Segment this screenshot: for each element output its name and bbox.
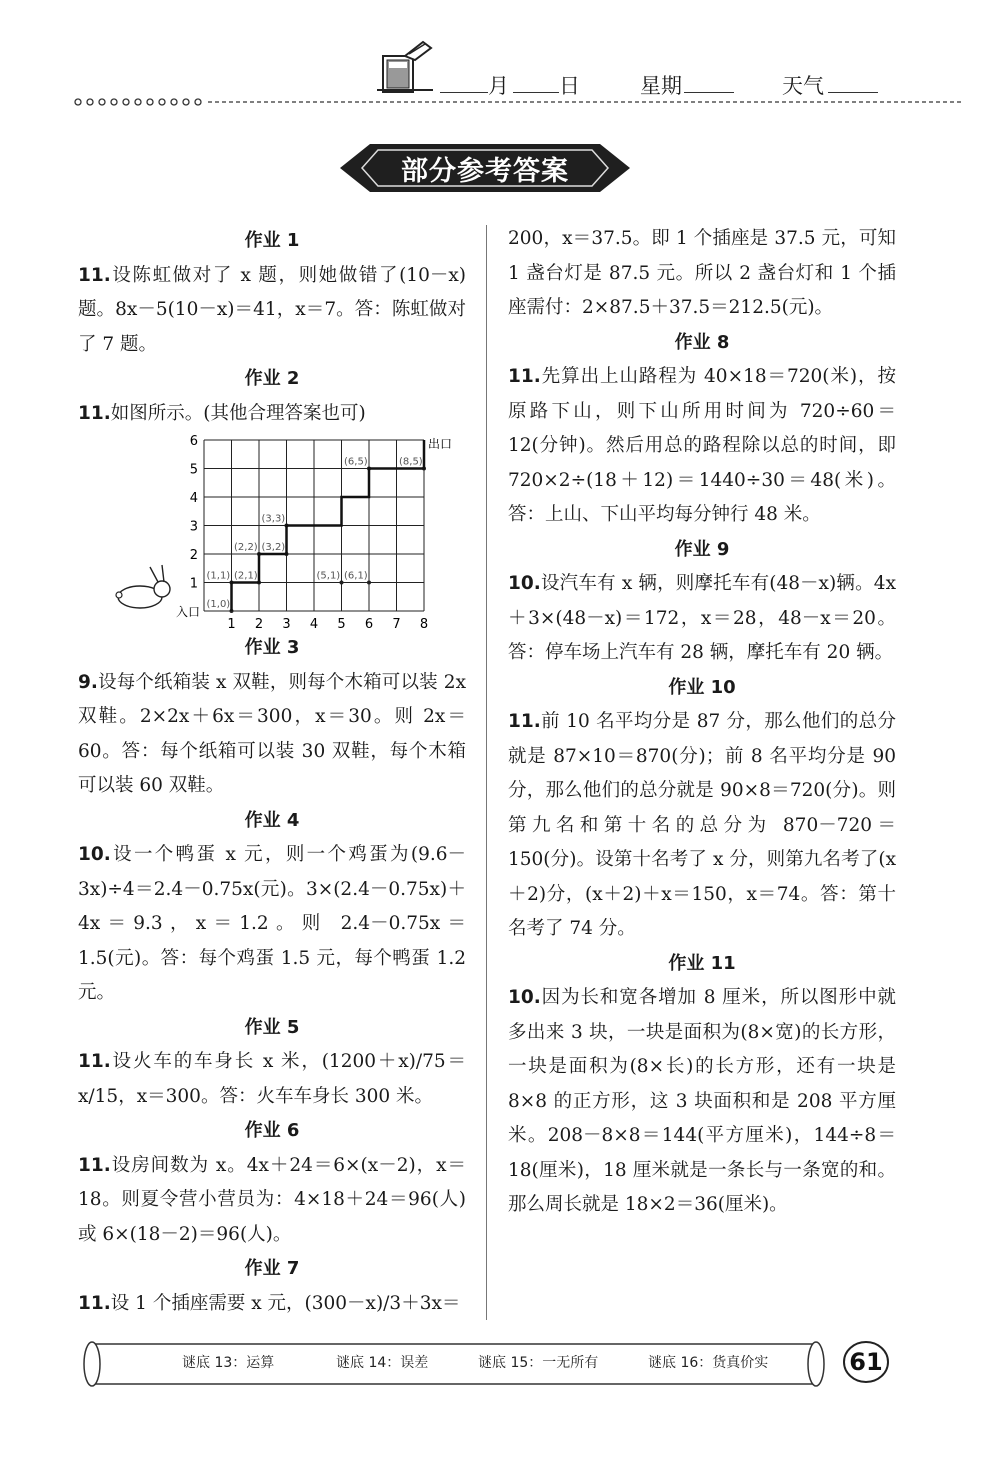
section-title: 作业 8 bbox=[674, 331, 730, 353]
x-tick-label: 6 bbox=[364, 617, 374, 631]
x-tick-label: 7 bbox=[392, 617, 401, 631]
point-label: (3,2) bbox=[261, 542, 286, 553]
answer-item: 9.设每个纸箱装 x 双鞋，则每个木箱可以装 2x 双鞋。2×2x＋6x＝300，x＝30。则 2x＝60。答：每个纸箱可以装 30 双鞋，每个木箱可以装 60 双鞋。 bbox=[78, 671, 466, 796]
left-column bbox=[78, 222, 466, 1321]
column-divider bbox=[486, 225, 487, 1320]
section-title: 作业 2 bbox=[244, 368, 300, 389]
homework-9 bbox=[508, 533, 896, 671]
section-title: 作业 9 bbox=[674, 538, 730, 560]
right-column bbox=[508, 222, 896, 1223]
homework-8 bbox=[508, 326, 896, 533]
homework-10 bbox=[508, 671, 896, 947]
answer-title-banner bbox=[340, 140, 630, 196]
answer-item: 11.先算出上山路程为 40×18＝720(米)，按原路下山，则下山所用时间为 720÷60＝12(分钟)。然后用总的路程除以总的时间，即 720×2÷(18＋12)＝1440÷30＝48(米)。答：上山、下山平均每分钟行 48 米。 bbox=[508, 366, 896, 525]
point-label: (2,1) bbox=[234, 570, 258, 582]
homework-2 bbox=[78, 362, 466, 631]
coordinate-grid-figure bbox=[78, 431, 466, 631]
riddle-answer: 谜底 14：误差 bbox=[336, 1355, 429, 1371]
section-title: 作业 3 bbox=[244, 637, 300, 658]
answer-item: 11.设火车的车身长 x 米，(1200＋x)/75＝x/15，x＝300。答：火车车身长 300 米。 bbox=[78, 1051, 466, 1107]
coordinate-grid bbox=[78, 431, 466, 631]
point-label: (1,1) bbox=[206, 570, 231, 582]
homework-6 bbox=[78, 1114, 466, 1252]
homework-7 bbox=[78, 1252, 466, 1321]
section-title: 作业 5 bbox=[244, 1016, 300, 1038]
answer-item: 10.因为长和宽各增加 8 厘米，所以图形中就多出来 3 块，一块是面积为(8×宽)的长方形，一块是面积为(8×长)的长方形，还有一块是 8×8 的正方形，这 3 块面积和是 208 平方厘米。208－8×8＝144(平方厘米)，144÷8＝18(厘米)，18 厘米就是一条长与一条宽的和。那么周长就是 18×2＝36(厘米)。 bbox=[508, 987, 896, 1215]
page-number: 61 bbox=[849, 1348, 883, 1376]
x-tick-label: 4 bbox=[309, 617, 319, 631]
homework-4 bbox=[78, 804, 466, 1011]
homework-3 bbox=[78, 631, 466, 804]
answer-item: 10.设一个鸭蛋 x 元，则一个鸡蛋为(9.6－3x)÷4＝2.4－0.75x(元)。3×(2.4－0.75x)＋4x＝9.3，x＝1.2。则 2.4－0.75x＝1.5(元)。答：每个鸡蛋 1.5 元，每个鸭蛋 1.2 元。 bbox=[78, 844, 466, 1003]
exit-label: 出口 bbox=[428, 437, 453, 451]
x-tick-label: 3 bbox=[282, 617, 291, 631]
section-title: 作业 10 bbox=[668, 676, 736, 698]
point-label: (3,3) bbox=[261, 513, 286, 525]
answer-item: 11.如图所示。(其他合理答案也可) bbox=[78, 402, 366, 424]
answer-item: 11.设陈虹做对了 x 题，则她做错了(10－x)题。8x－5(10－x)＝41，x＝7。答：陈虹做对了 7 题。 bbox=[78, 264, 466, 355]
section-title: 作业 6 bbox=[244, 1120, 300, 1141]
page-header bbox=[0, 0, 1000, 120]
y-tick-label: 6 bbox=[189, 434, 198, 449]
point-label: (5,1) bbox=[316, 570, 341, 582]
y-tick-label: 3 bbox=[189, 519, 198, 535]
homework-1 bbox=[78, 222, 466, 362]
rabbit-icon bbox=[116, 565, 170, 608]
point-label: (6,5) bbox=[344, 456, 368, 468]
answer-item: 11.前 10 名平均分是 87 分，那么他们的总分就是 87×10＝870(分)；前 8 名平均分是 90 分，那么他们的总分就是 90×8＝720(分)。则第九名和第十名的总分为 870－720＝150(分)。设第十名考了 x 分，则第九名考了(x＋2)分，(x＋2)＋x＝150，x＝74。答：第十名考了 74 分。 bbox=[508, 711, 896, 939]
y-tick-label: 1 bbox=[189, 576, 198, 592]
continued-answer: 200，x＝37.5。即 1 个插座是 37.5 元，可知 1 盏台灯是 87.5 元。所以 2 盏台灯和 1 个插座需付：2×87.5＋37.5＝212.5(元)。 bbox=[508, 228, 896, 318]
section-title: 作业 4 bbox=[244, 809, 300, 831]
dotted-rule bbox=[72, 96, 962, 108]
answer-item: 10.设汽车有 x 辆，则摩托车有(48－x)辆。4x＋3×(48－x)＝172，x＝28，48－x＝20。答：停车场上汽车有 28 辆，摩托车有 20 辆。 bbox=[508, 573, 896, 663]
riddle-answer: 谜底 13：运算 bbox=[182, 1355, 275, 1371]
point-label: (2,2) bbox=[234, 542, 258, 553]
x-tick-label: 5 bbox=[337, 617, 346, 631]
page-number-badge bbox=[842, 1340, 890, 1384]
weekday-label: 星期 bbox=[640, 74, 682, 98]
riddle-answer: 谜底 15：一无所有 bbox=[478, 1355, 599, 1371]
book-stack-icon bbox=[375, 38, 435, 96]
x-tick-label: 1 bbox=[227, 617, 236, 631]
homework-5 bbox=[78, 1011, 466, 1115]
weather-label: 天气 bbox=[782, 74, 824, 98]
y-tick-label: 2 bbox=[189, 548, 198, 563]
x-tick-label: 8 bbox=[419, 617, 429, 631]
section-title: 作业 11 bbox=[668, 952, 736, 974]
entrance-label: 入口 bbox=[175, 605, 200, 619]
page-title: 部分参考答案 bbox=[401, 155, 569, 187]
section-title: 作业 1 bbox=[244, 230, 300, 251]
answer-item: 11.设房间数为 x。4x＋24＝6×(x－2)，x＝18。则夏令营小营员为：4×18＋24＝96(人)或 6×(18－2)＝96(人)。 bbox=[78, 1154, 466, 1245]
answer-item: 11.设 1 个插座需要 x 元，(300－x)/3＋3x＝ bbox=[78, 1292, 461, 1314]
month-label: 月 bbox=[488, 74, 509, 98]
riddle-answer: 谜底 16：货真价实 bbox=[648, 1355, 769, 1371]
section-title: 作业 7 bbox=[244, 1258, 300, 1279]
y-tick-label: 4 bbox=[189, 491, 198, 506]
day-label: 日 bbox=[559, 74, 580, 98]
x-tick-label: 2 bbox=[254, 617, 264, 631]
point-label: (8,5) bbox=[399, 456, 423, 468]
homework-11 bbox=[508, 947, 896, 1223]
point-label: (1,0) bbox=[206, 599, 231, 610]
y-tick-label: 5 bbox=[189, 462, 198, 478]
point-label: (6,1) bbox=[344, 570, 368, 582]
